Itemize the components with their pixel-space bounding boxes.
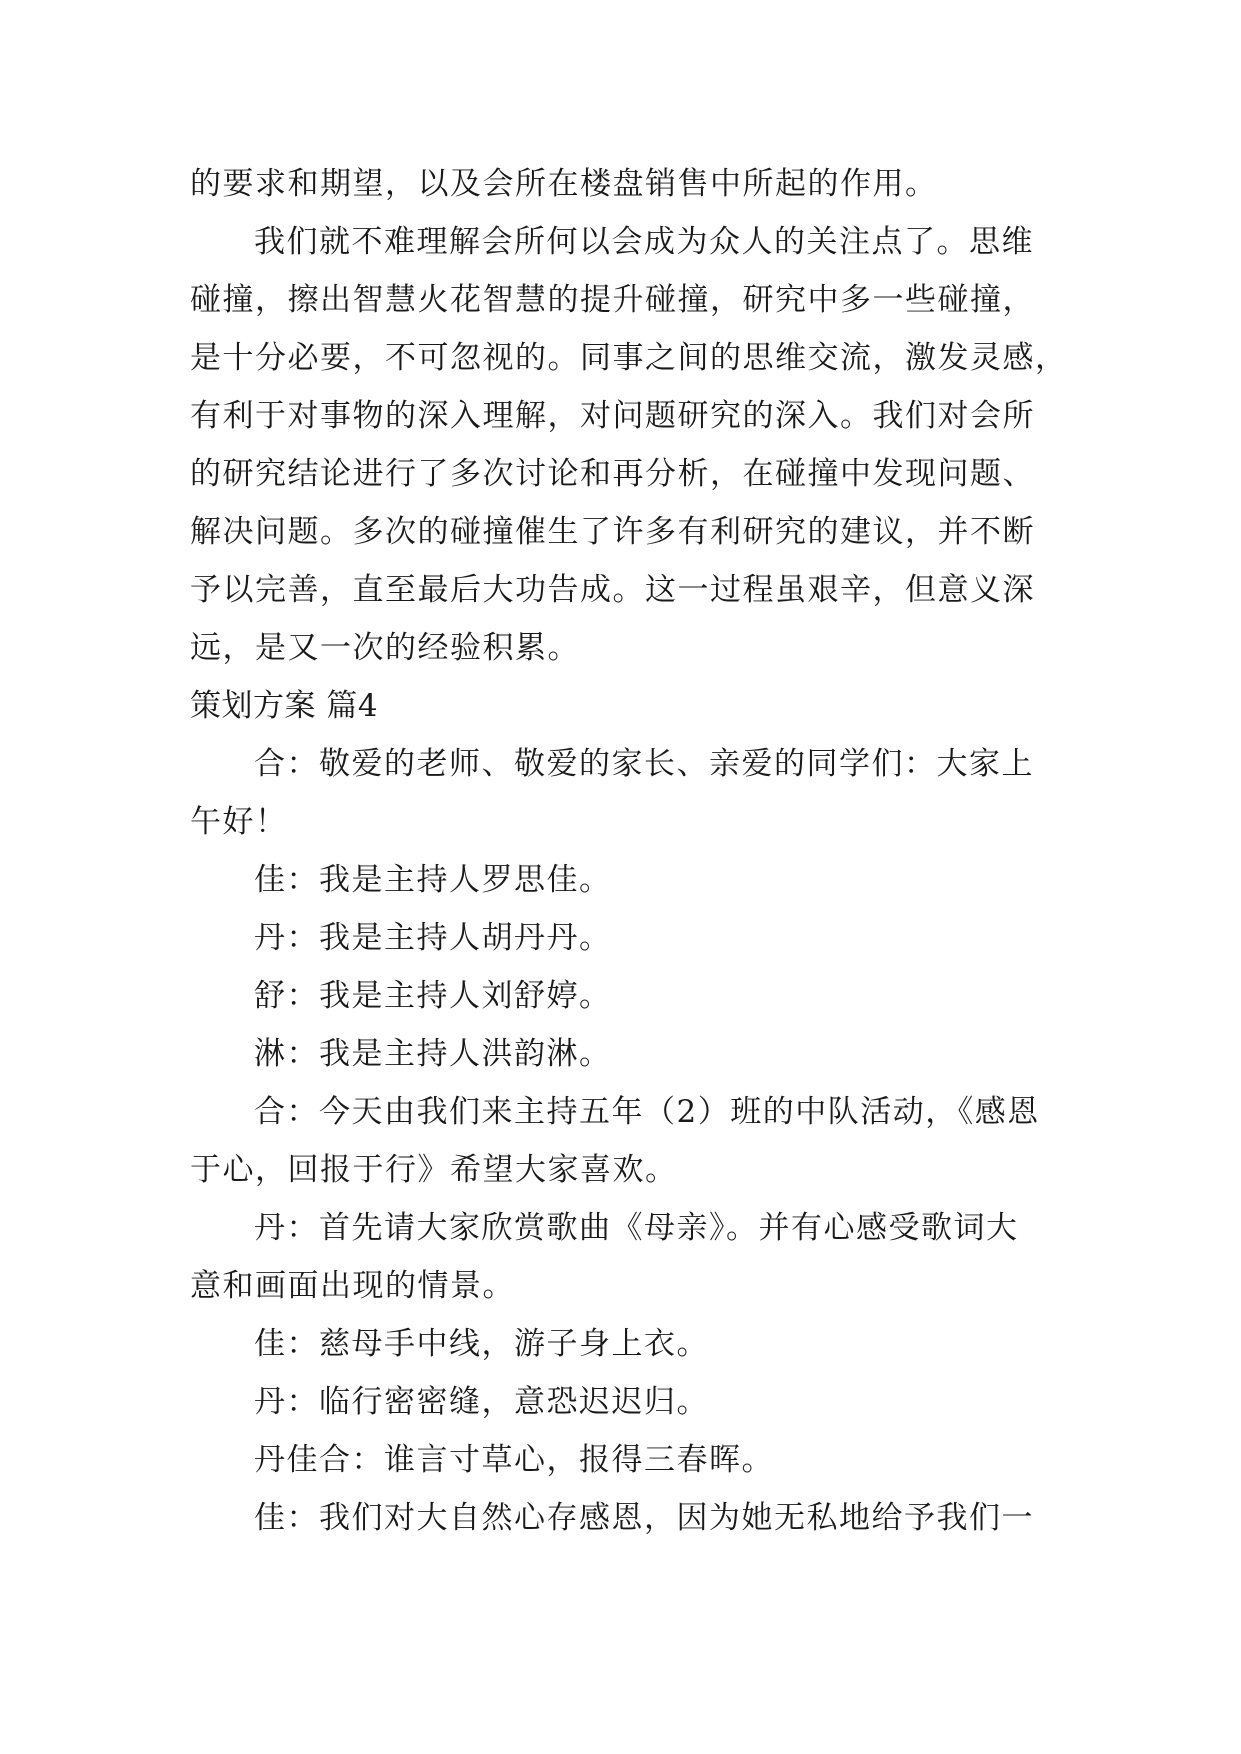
paragraph-line: 丹：我是主持人胡丹丹。 bbox=[254, 920, 612, 956]
paragraph-line: 的要求和期望，以及会所在楼盘销售中所起的作用。 bbox=[190, 166, 938, 202]
paragraph-line: 意和画面出现的情景。 bbox=[190, 1268, 515, 1304]
paragraph-line: 淋：我是主持人洪韵淋。 bbox=[254, 1036, 612, 1072]
paragraph-line: 的研究结论进行了多次讨论和再分析，在碰撞中发现问题、 bbox=[190, 456, 1035, 492]
paragraph-line: 午好！ bbox=[190, 804, 288, 840]
paragraph-line: 丹佳合：谁言寸草心，报得三春晖。 bbox=[254, 1442, 774, 1478]
paragraph-line: 碰撞，擦出智慧火花智慧的提升碰撞，研究中多一些碰撞， bbox=[190, 282, 1035, 318]
paragraph-line: 我们就不难理解会所何以会成为众人的关注点了。思维 bbox=[254, 224, 1034, 260]
paragraph-line: 是十分必要，不可忽视的。同事之间的思维交流，激发灵感， bbox=[190, 340, 1068, 376]
paragraph-line: 丹：首先请大家欣赏歌曲《母亲》。并有心感受歌词大 bbox=[254, 1210, 1019, 1246]
paragraph-line: 舒：我是主持人刘舒婷。 bbox=[254, 978, 612, 1014]
paragraph-line: 佳：我是主持人罗思佳。 bbox=[254, 862, 612, 898]
paragraph-line: 予以完善，直至最后大功告成。这一过程虽艰辛，但意义深 bbox=[190, 572, 1035, 608]
section-heading: 策划方案 篇4 bbox=[190, 688, 379, 724]
paragraph-line: 有利于对事物的深入理解，对问题研究的深入。我们对会所 bbox=[190, 398, 1035, 434]
paragraph-line: 解决问题。多次的碰撞催生了许多有利研究的建议，并不断 bbox=[190, 514, 1035, 550]
paragraph-line: 佳：我们对大自然心存感恩，因为她无私地给予我们一 bbox=[254, 1500, 1034, 1536]
paragraph-line: 远，是又一次的经验积累。 bbox=[190, 630, 580, 666]
paragraph-line: 合：敬爱的老师、敬爱的家长、亲爱的同学们：大家上 bbox=[254, 746, 1034, 782]
paragraph-line: 于心，回报于行》希望大家喜欢。 bbox=[190, 1152, 678, 1188]
paragraph-line: 合：今天由我们来主持五年（2）班的中队活动，《感恩 bbox=[254, 1094, 1040, 1130]
document-body bbox=[190, 155, 1068, 1547]
paragraph-line: 佳：慈母手中线，游子身上衣。 bbox=[254, 1326, 709, 1362]
paragraph-line: 丹：临行密密缝，意恐迟迟归。 bbox=[254, 1384, 709, 1420]
